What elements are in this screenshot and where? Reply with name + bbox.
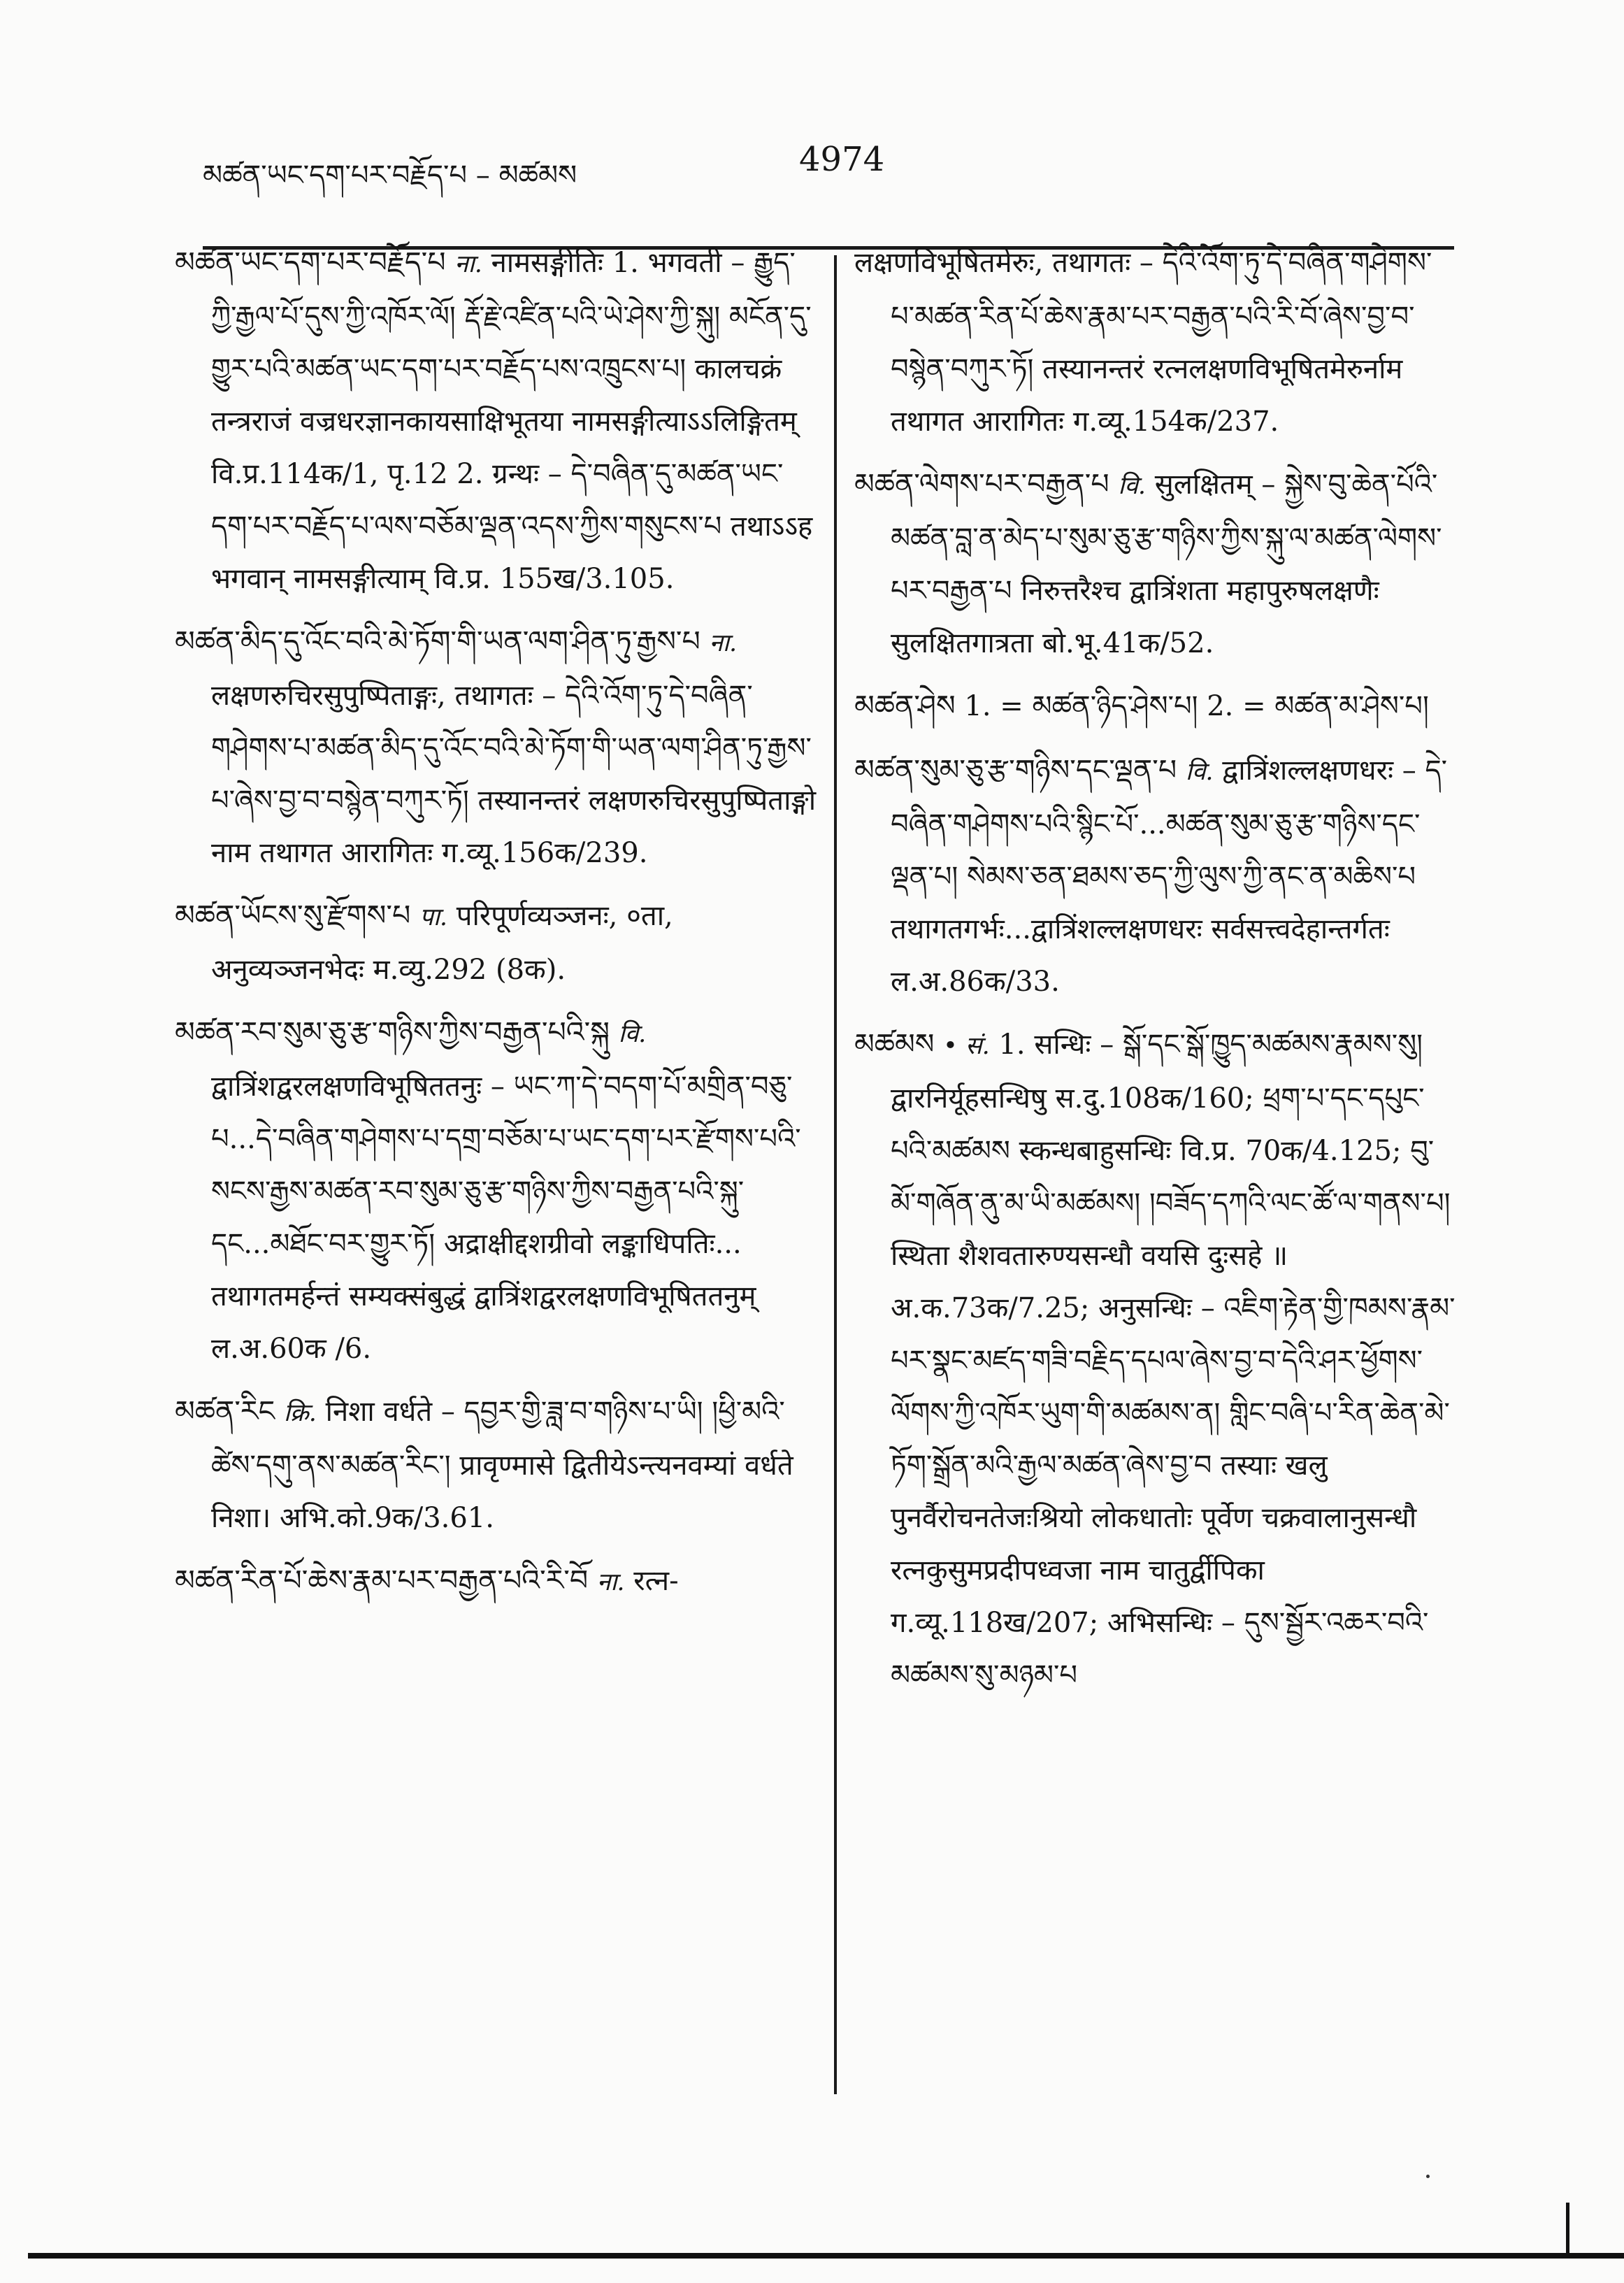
entry-headword: མཚན་ཤེས (854, 689, 956, 722)
entry-headword: མཚན་ལེགས་པར་བརྒྱན་པ (854, 467, 1109, 501)
entry-body: नामसङ्गीतिः 1. भगवती – རྒྱུད་ཀྱི་རྒྱལ་པོ་དུས་ཀྱི་འཁོར་ལོ། རྡོ་རྗེ་འཛིན་པའི་ཡེ་ཤེས་ཀྱི་སྐུ། མངོན་དུ་གྱུར་པའི་མཚན་ཡང་དག་པར་བརྗོད་པས་འཁྲུངས་པ། कालचक्रं तन्त्रराजं वज्रधरज्ञानकायसाक्षिभूतया नामसङ्गीत्याऽऽलिङ्गितम् वि.प्र.114क/1, पृ.12 2. ग्रन्थः – དེ་བཞིན་དུ་མཚན་ཡང་དག་པར་བརྗོད་པ་ལས་བཅོམ་ལྡན་འདས་ཀྱིས་གསུངས་པ तथाऽऽह भगवान् नामसङ्गीत्याम् वि.प्र. 155ख/3.105. (211, 247, 813, 595)
entry-body: रत्न- (633, 1565, 679, 1597)
dictionary-entry (175, 1385, 818, 1545)
right-column (854, 236, 1456, 1712)
entry-pos: वि. (1118, 472, 1146, 500)
entry-body: परिपूर्णव्यञ्जनः, ०ता, अनुव्यञ्जनभेदः म.व्यु.292 (8क). (211, 900, 673, 986)
dictionary-entry (175, 1554, 818, 1609)
dictionary-entry (854, 744, 1456, 1008)
entry-pos: ना. (454, 250, 482, 278)
entry-pos: वि. (618, 1020, 647, 1048)
entry-pos: पा. (419, 903, 448, 931)
header-headword-range: མཚན་ཡང་དག་པར་བརྗོད་པ – མཚམས (203, 159, 577, 192)
dictionary-entry (175, 889, 818, 996)
entry-headword: མཚན་རབ་སུམ་ཅུ་རྩ་གཉིས་ཀྱིས་བརྒྱན་པའི་སྐུ (175, 1015, 610, 1049)
footer-rule-tick (1566, 2203, 1569, 2259)
dictionary-entry (175, 615, 818, 880)
stray-dot-mark (1426, 2175, 1430, 2178)
entry-headword: མཚན་ཡོངས་སུ་རྫོགས་པ (175, 899, 411, 932)
entry-pos: वि. (1185, 758, 1214, 786)
entry-headword: མཚན་རིན་པོ་ཆེས་རྣམ་པར་བརྒྱན་པའི་རི་བོ (175, 1563, 589, 1597)
entry-headword: མཚན་སུམ་ཅུ་རྩ་གཉིས་དང་ལྡན་པ (854, 753, 1177, 787)
dictionary-entry (175, 1006, 818, 1375)
entry-body: द्वात्रिंशल्लक्षणधरः – དེ་བཞིན་གཤེགས་པའི་སྙིང་པོ་...མཚན་སུམ་ཅུ་རྩ་གཉིས་དང་ལྡན་པ། སེམས་ཅན་ཐམས་ཅད་ཀྱི་ལུས་ཀྱི་ནང་ན་མཆིས་པ तथागतगर्भः...द्वात्रिंशल्लक्षणधरः सर्वसत्त्वदेहान्तर्गतः ल.अ.86क/33. (891, 754, 1448, 998)
left-column (175, 236, 818, 1619)
entry-headword: མཚམས (854, 1027, 935, 1061)
entry-body: 1. सन्धिः – སྒོ་དང་སྒོ་ཁྱུད་མཚམས་རྣམས་སུ། द्वारनिर्यूहसन्धिषु स.दु.108क/160; ཕྲག་པ་དང་དཔུང་པའི་མཚམས स्कन्धबाहुसन्धिः वि.प्र. 70क/4.125; བུ་མོ་གཞོན་ནུ་མ་ཡི་མཚམས། །བཟོད་དཀའི་ལང་ཚོ་ལ་གནས་པ། स्थिता शैशवतारुण्यसन्धौ वयसि दुःसहे ॥ अ.क.73क/7.25; अनुसन्धिः – འཇིག་རྟེན་གྱི་ཁམས་རྣམ་པར་སྣང་མཛད་གཟི་བརྗིད་དཔལ་ཞེས་བྱ་བ་དེའི་ཤར་ཕྱོགས་ལོགས་ཀྱི་འཁོར་ཡུག་གི་མཚམས་ན། གླིང་བཞི་པ་རིན་ཆེན་མེ་ཏོག་སྒྲོན་མའི་རྒྱལ་མཚན་ཞེས་བྱ་བ तस्याः खलु पुनर्वैरोचनतेजःश्रियो लोकधातोः पूर्वेण चक्रवालानुसन्धौ रत्नकुसुमप्रदीपध्वजा नाम चातुर्द्वीपिका ग.व्यू.118ख/207; अभिसन्धिः – དུས་སྦྱོར་འཆར་བའི་མཚམས་སུ་མཉམ་པ (891, 1029, 1456, 1691)
entry-body: द्वात्रिंशद्वरलक्षणविभूषिततनुः – ཡང་ཀ་དེ་བདག་པོ་མགྲིན་བཅུ་པ...དེ་བཞིན་གཤེགས་པ་དགྲ་བཅོམ་པ་ཡང་དག་པར་རྫོགས་པའི་སངས་རྒྱས་མཚན་རབ་སུམ་ཅུ་རྩ་གཉིས་ཀྱིས་བརྒྱན་པའི་སྐུ་དང...མཐོང་བར་གྱུར་ཏོ། अद्राक्षीद्दशग्रीवो लङ्काधिपतिः... तथागतमर्हन्तं सम्यक्संबुद्धं द्वात्रिंशद्वरलक्षणविभूषिततनुम् ल.अ.60क /6. (211, 1071, 801, 1365)
dictionary-entry-continuation (854, 236, 1456, 448)
entry-pos: ना. (709, 629, 738, 657)
entry-body: 1. = མཚན་ཉིད་ཤེས་པ། 2. = མཚན་མ་ཤེས་པ། (964, 690, 1429, 722)
dictionary-entry (854, 1018, 1456, 1702)
footer-rule (28, 2253, 1624, 2259)
page-number: 4974 (799, 140, 885, 179)
entry-pos: क्रि. (283, 1399, 317, 1427)
entry-body: लक्षणरुचिरसुपुष्पिताङ्गः, तथागतः – དེའི་འོག་ཏུ་དེ་བཞིན་གཤེགས་པ་མཚན་མིད་དུ་འོང་བའི་མེ་ཏོག་གི་ཡན་ལག་ཤིན་ཏུ་རྒྱས་པ་ཞེས་བྱ་བ་བསྙེན་བཀུར་ཏོ། तस्यानन्तरं लक्षणरुचिरसुपुष्पिताङ्गो नाम तथागत आरागितः ग.व्यू.156क/239. (211, 680, 817, 869)
column-divider (834, 255, 837, 2094)
entry-headword: མཚན་མིད་དུ་འོང་བའི་མེ་ཏོག་གི་ཡན་ལག་ཤིན་ཏུ་རྒྱས་པ (175, 624, 700, 658)
dictionary-entry (854, 458, 1456, 670)
entry-pos: ना. (596, 1568, 625, 1596)
entry-body: सुलक्षितम् – སྐྱེས་བུ་ཆེན་པོའི་མཚན་བླ་ན་མེད་པ་སུམ་ཅུ་རྩ་གཉིས་ཀྱིས་སྐུ་ལ་མཚན་ལེགས་པར་བརྒྱན་པ निरुत्तरैश्च द्वात्रिंशता महापुरुषलक्षणैः सुलक्षितगात्रता बो.भू.41क/52. (891, 468, 1442, 659)
dictionary-entry (854, 680, 1456, 734)
entry-body: लक्षणविभूषितमेरुः, तथागतः – དེའི་འོག་ཏུ་དེ་བཞིན་གཤེགས་པ་མཚན་རིན་པོ་ཆེས་རྣམ་པར་བརྒྱན་པའི་རི་བོ་ཞེས་བྱ་བ་བསྙེན་བཀུར་ཏོ། तस्यानन्तरं रत्नलक्षणविभूषितमेरुर्नाम तथागत आरागितः ग.व्यू.154क/237. (854, 247, 1432, 438)
entry-pos: • सं. (943, 1032, 990, 1060)
dictionary-entry (175, 236, 818, 606)
entry-headword: མཚན་རིང (175, 1394, 275, 1428)
entry-body: निशा वर्धते – དབྱར་གྱི་ཟླ་བ་གཉིས་པ་ཡི། །ཕྱི་མའི་ཚེས་དགུ་ནས་མཚན་རིང་། प्रावृण्मासे द्वितीयेऽन्त्यनवम्यां वर्धते निशा। अभि.को.9क/3.61. (211, 1396, 793, 1534)
entry-headword: མཚན་ཡང་དག་པར་བརྗོད་པ (175, 245, 446, 279)
